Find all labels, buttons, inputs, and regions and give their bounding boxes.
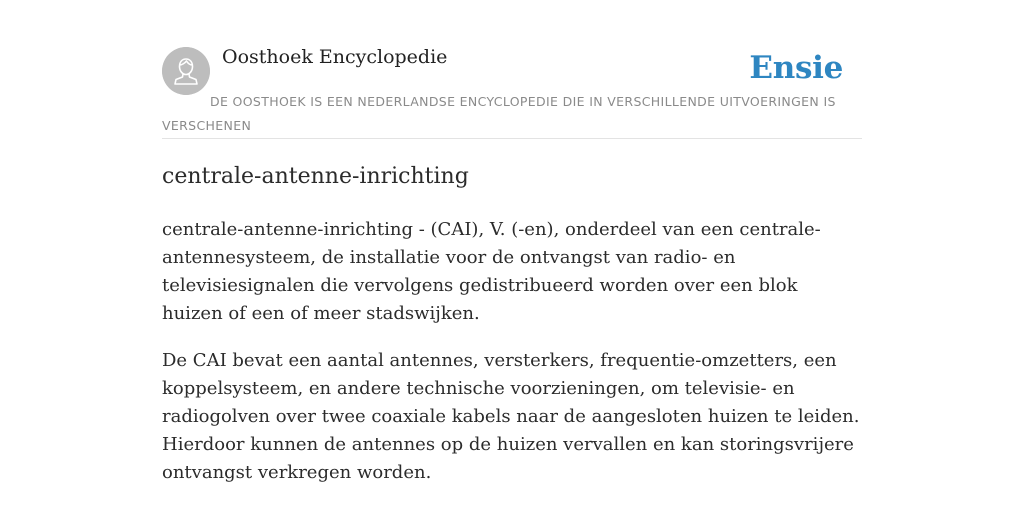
article-title: centrale-antenne-inrichting: [162, 164, 469, 189]
ensie-logo-link[interactable]: Ensie: [749, 50, 843, 86]
article-body: [162, 216, 862, 506]
source-header: [162, 0, 862, 139]
page: [162, 0, 862, 483]
source-description: DE OOSTHOEK IS EEN NEDERLANDSE ENCYCLOPEDIE DIE IN VERSCHILLENDE UITVOERINGEN IS VERSCHENEN: [162, 94, 836, 133]
source-avatar[interactable]: [162, 47, 210, 95]
article-paragraph: centrale-antenne-inrichting - (CAI), V. (-en), onderdeel van een centrale-antennesysteem, de installatie voor de ontvangst van radio- en televisiesignalen die vervolgens gedistribueerd worden over een blok huizen of een of meer stadswijken.: [162, 219, 821, 324]
user-icon: [162, 47, 210, 95]
source-name-link[interactable]: Oosthoek Encyclopedie: [222, 46, 448, 68]
article-paragraph: De CAI bevat een aantal antennes, versterkers, frequentie-omzetters, een koppelsysteem, en andere technische voorzieningen, om televisie- en radiogolven over twee coaxiale kabels naar de aangesloten huizen te leiden. Hierdoor kunnen de antennes op de huizen vervallen en kan storingsvrijere ontvangst verkregen worden.: [162, 350, 860, 483]
